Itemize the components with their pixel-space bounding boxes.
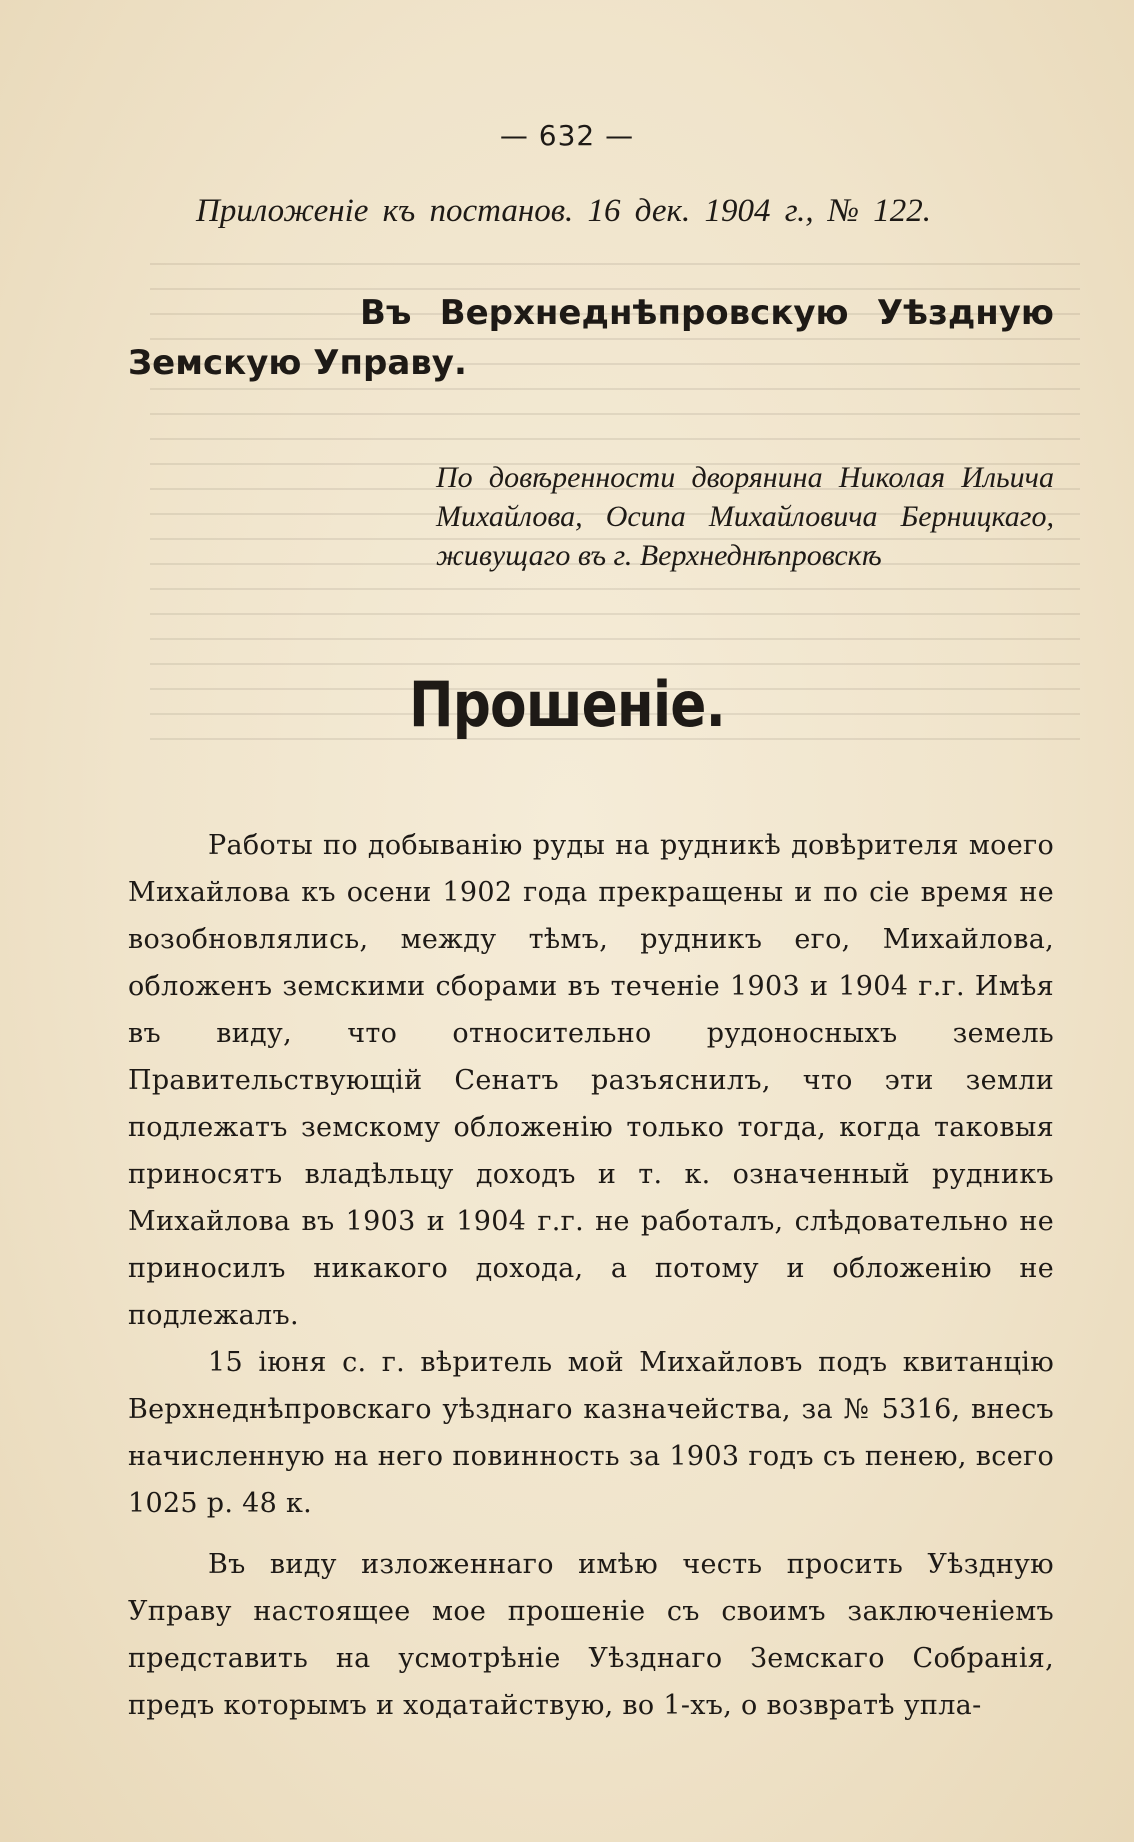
page-number: — 632 — (499, 119, 635, 152)
paragraph: Въ виду изложеннаго имѣю честь просить Уѣздную Управу настоящее мое прошеніе съ своимъ заключеніемъ представить на усмотрѣніе Уѣзднаго Земскаго Собранія, предъ которымъ и ходатайствую, во 1-хъ, о возвратѣ упла- (128, 1549, 1054, 1721)
document-title: Прошеніе. (408, 668, 725, 741)
proxy-note: По довѣренности дворянина Николая Ильича Михайлова, Осипа Михайловича Берницкаго, живущаго въ г. Верхнеднѣпровскѣ (436, 461, 1054, 572)
appendix-note: Приложеніе къ постанов. 16 дек. 1904 г., № 122. (196, 193, 932, 229)
addressee-heading: Въ Верхнеднѣпровскую Уѣздную Земскую Управу. (128, 293, 1054, 383)
paragraph: Работы по добыванію руды на рудникѣ довѣрителя моего Михайлова къ осени 1902 года прекращены и по сіе время не возобновлялись, между тѣмъ, рудникъ его, Михайлова, обложенъ земскими сборами въ теченіе 1903 и 1904 г.г. Имѣя въ виду, что относительно рудоносныхъ земель Правительствующій Сенатъ разъяснилъ, что эти земли подлежатъ земскому обложенію только тогда, когда таковыя приносятъ владѣльцу доходъ и т. к. означенный рудникъ Михайлова въ 1903 и 1904 г.г. не работалъ, слѣдовательно не приносилъ никакого дохода, а потому и обложенію не подлежалъ. (128, 830, 1054, 1331)
paragraph: 15 іюня с. г. вѣритель мой Михайловъ подъ квитанцію Верхнеднѣпровскаго уѣзднаго казначейства, за № 5316, внесъ начисленную на него повинность за 1903 годъ съ пенею, всего 1025 р. 48 к. (128, 1347, 1054, 1519)
petition-body (128, 822, 1054, 1729)
